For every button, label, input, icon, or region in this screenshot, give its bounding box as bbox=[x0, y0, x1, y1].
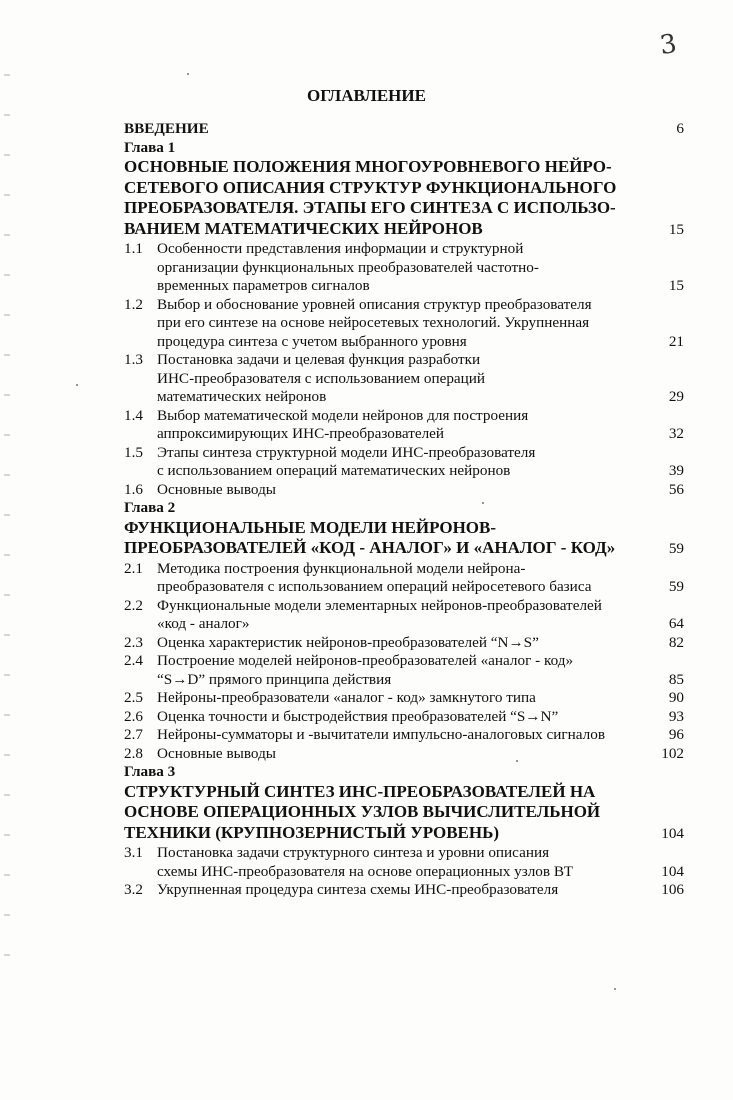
toc-entry-page: 56 bbox=[668, 480, 684, 498]
toc-entry-number: 3.2 bbox=[124, 881, 143, 898]
toc-entry-page: 82 bbox=[668, 633, 684, 651]
toc-entry-page: 102 bbox=[661, 744, 684, 762]
toc-entry-title-line: Выбор математической модели нейронов для построения bbox=[157, 406, 529, 424]
toc-entry-number: 2.1 bbox=[124, 559, 143, 577]
toc-entry bbox=[124, 708, 684, 727]
toc-entry-title-line: ОСНОВНЫЕ ПОЛОЖЕНИЯ МНОГОУРОВНЕВОГО НЕЙРО- bbox=[124, 157, 612, 176]
toc-entry bbox=[124, 881, 684, 900]
toc-entry-title-line: ВВЕДЕНИЕ bbox=[124, 120, 209, 137]
scan-speck bbox=[482, 502, 484, 504]
toc-entry-title-line: “S→D” прямого принципа действия bbox=[157, 670, 392, 688]
toc-entry-page: 85 bbox=[668, 670, 684, 688]
toc-entry-page: 15 bbox=[668, 220, 684, 238]
toc-entry-title-line: Глава 2 bbox=[124, 499, 176, 516]
toc-entry-title-line: аппроксимирующих ИНС-преобразователей bbox=[157, 425, 445, 442]
toc-entry-number: 1.6 bbox=[124, 480, 143, 498]
toc-entry-number: 2.8 bbox=[124, 744, 143, 762]
toc-entry-title-line: ВАНИЕМ МАТЕМАТИЧЕСКИХ НЕЙРОНОВ bbox=[124, 218, 483, 238]
toc-entry bbox=[124, 444, 684, 481]
toc-entry-title-line: «код - аналог» bbox=[157, 615, 250, 632]
toc-entry-title-line: процедура синтеза с учетом выбранного уровня bbox=[157, 332, 467, 350]
toc-entry-page: 64 bbox=[668, 615, 684, 632]
toc-entry-number: 1.3 bbox=[124, 351, 143, 368]
toc-entry-number: 1.2 bbox=[124, 295, 143, 313]
toc-entry bbox=[124, 689, 684, 708]
scan-edge-marks bbox=[4, 60, 10, 980]
toc-entry-title-line: ТЕХНИКИ (КРУПНОЗЕРНИСТЫЙ УРОВЕНЬ) bbox=[124, 822, 500, 842]
toc-entry-title-line: Методика построения функциональной модели нейрона- bbox=[157, 559, 526, 577]
toc-entry bbox=[124, 351, 684, 407]
toc-entry-page: 59 bbox=[668, 578, 684, 595]
toc-entry-page: 39 bbox=[668, 462, 684, 479]
toc-entry-title-line: Построение моделей нейронов-преобразователей «аналог - код» bbox=[157, 652, 574, 669]
toc-entry-page: 93 bbox=[668, 707, 684, 725]
toc-entry-page: 6 bbox=[676, 120, 684, 137]
toc-entry-title-line: Постановка задачи и целевая функция разработки bbox=[157, 351, 481, 368]
toc-entry-title-line: СТРУКТУРНЫЙ СИНТЕЗ ИНС-ПРЕОБРАЗОВАТЕЛЕЙ НА bbox=[124, 781, 596, 801]
toc-entry-page: 106 bbox=[661, 881, 684, 898]
toc-entry bbox=[124, 120, 684, 139]
toc-entry-number: 1.5 bbox=[124, 443, 143, 461]
toc-entry bbox=[124, 782, 684, 844]
toc-entry-title-line: Основные выводы bbox=[157, 744, 277, 762]
toc-entry bbox=[124, 652, 684, 689]
toc-entry-page: 59 bbox=[668, 540, 684, 557]
toc-entry-title-line: ИНС-преобразователя с использованием операций bbox=[157, 369, 486, 387]
toc-entry-title-line: математических нейронов bbox=[157, 388, 327, 405]
toc-entry-title-line: ОСНОВЕ ОПЕРАЦИОННЫХ УЗЛОВ ВЫЧИСЛИТЕЛЬНОЙ bbox=[124, 802, 601, 821]
toc-entry-number: 2.7 bbox=[124, 726, 143, 743]
toc-entry-number: 3.1 bbox=[124, 844, 143, 861]
toc-entry-title-line: преобразователя с использованием операций нейросетевого базиса bbox=[157, 578, 592, 595]
toc-entry bbox=[124, 763, 684, 782]
toc-entry bbox=[124, 139, 684, 158]
toc-entry bbox=[124, 597, 684, 634]
toc-entry-title-line: Основные выводы bbox=[157, 480, 277, 498]
toc-entry-title-line: Выбор и обоснование уровней описания структур преобразователя bbox=[157, 295, 592, 313]
toc-entry-title-line: Постановка задачи структурного синтеза и уровни описания bbox=[157, 844, 550, 861]
toc-entry-title-line: Глава 3 bbox=[124, 763, 176, 780]
toc-entry bbox=[124, 296, 684, 352]
toc-entry-title-line: временных параметров сигналов bbox=[157, 277, 370, 294]
toc-entry-title-line: СЕТЕВОГО ОПИСАНИЯ СТРУКТУР ФУНКЦИОНАЛЬНОГО bbox=[124, 177, 617, 197]
toc-entry-title-line: Глава 1 bbox=[124, 138, 176, 156]
toc-entry-page: 104 bbox=[661, 824, 684, 842]
page-title: ОГЛАВЛЕНИЕ bbox=[307, 86, 426, 105]
toc-entry-title-line: организации функциональных преобразователей частотно- bbox=[157, 258, 539, 276]
toc-entry-title-line: Нейроны-преобразователи «аналог - код» замкнутого типа bbox=[157, 689, 536, 706]
scan-speck bbox=[614, 988, 616, 990]
toc-entry bbox=[124, 157, 684, 239]
toc-entry-title-line: ПРЕОБРАЗОВАТЕЛЕЙ «КОД - АНАЛОГ» И «АНАЛОГ - КОД» bbox=[124, 538, 616, 557]
toc-entry bbox=[124, 726, 684, 745]
toc-entry-page: 104 bbox=[661, 862, 684, 880]
toc-entry-number: 2.3 bbox=[124, 633, 143, 651]
toc-entry-title-line: Оценка характеристик нейронов-преобразователей “N→S” bbox=[157, 633, 539, 651]
scan-speck bbox=[516, 760, 518, 762]
table-of-contents bbox=[124, 120, 684, 900]
scan-speck bbox=[187, 73, 189, 75]
toc-entry-title-line: при его синтезе на основе нейросетевых технологий. Укрупненная bbox=[157, 314, 590, 331]
toc-entry-page: 15 bbox=[668, 277, 684, 294]
toc-entry bbox=[124, 240, 684, 296]
toc-entry-number: 1.1 bbox=[124, 240, 143, 257]
toc-entry-page: 32 bbox=[668, 425, 684, 442]
toc-entry bbox=[124, 634, 684, 653]
toc-entry-title-line: Функциональные модели элементарных нейронов-преобразователей bbox=[157, 596, 602, 614]
toc-entry-title-line: Этапы синтеза структурной модели ИНС-преобразователя bbox=[157, 443, 536, 461]
scan-speck bbox=[76, 384, 78, 386]
toc-entry-title-line: Нейроны-сумматоры и -вычитатели импульсно-аналоговых сигналов bbox=[157, 726, 605, 743]
toc-entry-number: 2.2 bbox=[124, 596, 143, 614]
toc-entry-number: 2.4 bbox=[124, 652, 143, 669]
toc-entry-page: 96 bbox=[668, 726, 684, 743]
toc-entry bbox=[124, 481, 684, 500]
toc-entry-page: 29 bbox=[668, 388, 684, 405]
toc-entry-number: 2.5 bbox=[124, 689, 143, 706]
toc-entry-title-line: схемы ИНС-преобразователя на основе операционных узлов ВТ bbox=[157, 862, 574, 880]
toc-entry-title-line: ФУНКЦИОНАЛЬНЫЕ МОДЕЛИ НЕЙРОНОВ- bbox=[124, 517, 497, 537]
toc-entry-number: 1.4 bbox=[124, 406, 143, 424]
toc-entry-title-line: Оценка точности и быстродействия преобразователей “S→N” bbox=[157, 707, 559, 725]
toc-entry bbox=[124, 560, 684, 597]
toc-entry-title-line: с использованием операций математических нейронов bbox=[157, 462, 511, 479]
toc-entry bbox=[124, 745, 684, 764]
toc-entry-title-line: Особенности представления информации и структурной bbox=[157, 240, 524, 257]
toc-entry bbox=[124, 844, 684, 881]
toc-entry bbox=[124, 518, 684, 559]
toc-entry-title-line: ПРЕОБРАЗОВАТЕЛЯ. ЭТАПЫ ЕГО СИНТЕЗА С ИСПОЛЬЗО- bbox=[124, 198, 616, 217]
toc-entry bbox=[124, 499, 684, 518]
handwritten-page-number: 3 bbox=[657, 28, 679, 62]
toc-entry-page: 21 bbox=[668, 332, 684, 350]
toc-entry-number: 2.6 bbox=[124, 707, 143, 725]
toc-entry-page: 90 bbox=[668, 689, 684, 706]
toc-entry bbox=[124, 407, 684, 444]
toc-entry-title-line: Укрупненная процедура синтеза схемы ИНС-преобразователя bbox=[157, 881, 559, 898]
